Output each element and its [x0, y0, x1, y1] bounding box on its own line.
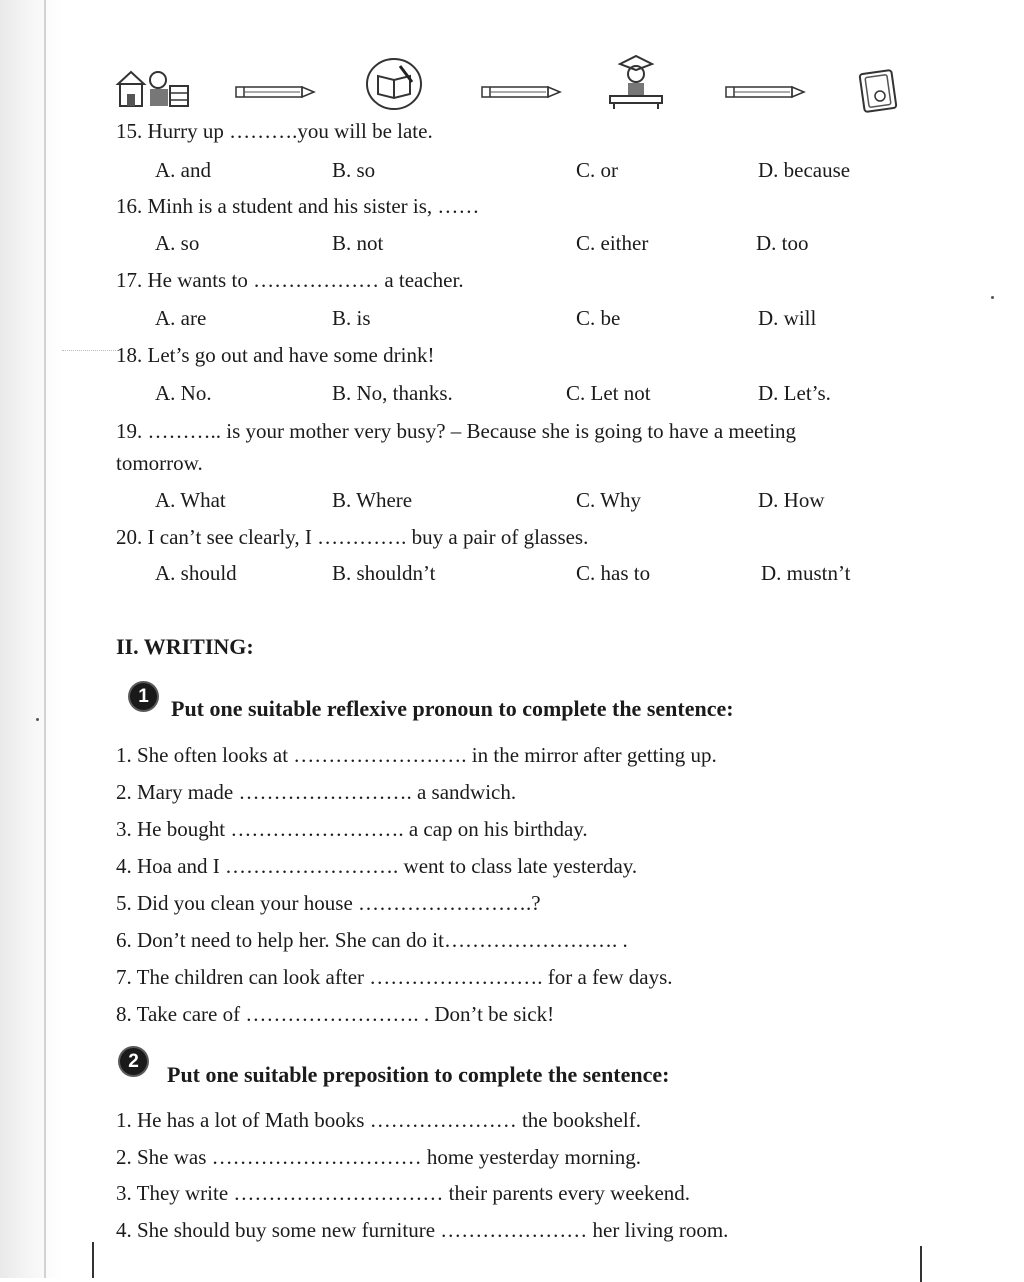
reflexive-item-2: 2. Mary made ……………………. a sandwich. [116, 780, 517, 804]
exercise-2-instruction: Put one suitable preposition to complete the sentence: [167, 1062, 670, 1087]
question-19-stem: 19. ……….. is your mother very busy? – Because she is going to have a meeting [116, 419, 797, 443]
corner-mark-left [92, 1242, 94, 1278]
question-16-option-b: B. not [332, 231, 384, 255]
page-binding-shadow [0, 0, 62, 1278]
question-17-option-d: D. will [758, 306, 817, 330]
preposition-item-3: 3. They write ………………………… their parents every weekend. [116, 1181, 691, 1205]
decorative-icon-row [110, 62, 910, 116]
question-20-option-b: B. shouldn’t [332, 561, 436, 585]
reflexive-item-6: 6. Don’t need to help her. She can do it……………………. . [116, 928, 628, 952]
question-18-option-b: B. No, thanks. [332, 381, 453, 405]
book-icon [364, 56, 424, 112]
school-scene-icon [114, 62, 192, 112]
question-18-option-d: D. Let’s. [758, 381, 831, 405]
question-16-stem: 16. Minh is a student and his sister is, …… [116, 194, 480, 218]
reflexive-item-8: 8. Take care of ……………………. . Don’t be sick! [116, 1002, 555, 1026]
preposition-item-1: 1. He has a lot of Math books ………………… the bookshelf. [116, 1108, 641, 1132]
question-16-option-c: C. either [576, 231, 649, 255]
stray-dot [36, 718, 39, 721]
question-19-option-a: A. What [155, 488, 226, 512]
abc-block-icon [858, 66, 902, 114]
question-17-option-a: A. are [155, 306, 207, 330]
question-15-option-d: D. because [758, 158, 851, 182]
section-heading-writing: II. WRITING: [116, 634, 254, 659]
question-15-option-c: C. or [576, 158, 618, 182]
pencil-icon [480, 84, 564, 100]
preposition-item-4: 4. She should buy some new furniture ………………… her living room. [116, 1218, 729, 1242]
corner-mark-right [920, 1246, 922, 1282]
question-19-stem-continued: tomorrow. [116, 451, 203, 475]
reflexive-item-3: 3. He bought ……………………. a cap on his birthday. [116, 817, 588, 841]
question-17-option-c: C. be [576, 306, 621, 330]
question-17-option-b: B. is [332, 306, 371, 330]
question-19-option-d: D. How [758, 488, 825, 512]
binding-line [44, 0, 46, 1278]
question-16-option-d: D. too [756, 231, 809, 255]
question-20-option-d: D. mustn’t [761, 561, 851, 585]
pencil-icon [234, 84, 318, 100]
question-16-option-a: A. so [155, 231, 200, 255]
stray-dot [991, 296, 994, 299]
margin-dotted-mark [62, 350, 118, 351]
reflexive-item-4: 4. Hoa and I ……………………. went to class late yesterday. [116, 854, 638, 878]
question-18-option-c: C. Let not [566, 381, 651, 405]
reflexive-item-1: 1. She often looks at ……………………. in the mirror after getting up. [116, 743, 717, 767]
question-20-option-a: A. should [155, 561, 237, 585]
student-icon [606, 50, 666, 110]
question-20-stem: 20. I can’t see clearly, I …………. buy a pair of glasses. [116, 525, 589, 549]
reflexive-item-7: 7. The children can look after ……………………. for a few days. [116, 965, 673, 989]
question-15-option-b: B. so [332, 158, 376, 182]
question-19-option-b: B. Where [332, 488, 413, 512]
question-17-stem: 17. He wants to ……………… a teacher. [116, 268, 464, 292]
question-20-option-c: C. has to [576, 561, 651, 585]
question-15-option-a: A. and [155, 158, 211, 182]
exercise-number-badge: 1 [130, 683, 157, 710]
question-18-stem: 18. Let’s go out and have some drink! [116, 343, 435, 367]
question-15-stem: 15. Hurry up ……….you will be late. [116, 119, 433, 143]
preposition-item-2: 2. She was ………………………… home yesterday morning. [116, 1145, 641, 1169]
pencil-icon [724, 84, 808, 100]
reflexive-item-5: 5. Did you clean your house …………………….? [116, 891, 541, 915]
exercise-number-badge: 2 [120, 1048, 147, 1075]
question-19-option-c: C. Why [576, 488, 641, 512]
question-18-option-a: A. No. [155, 381, 212, 405]
exercise-1-instruction: Put one suitable reflexive pronoun to complete the sentence: [171, 696, 734, 721]
